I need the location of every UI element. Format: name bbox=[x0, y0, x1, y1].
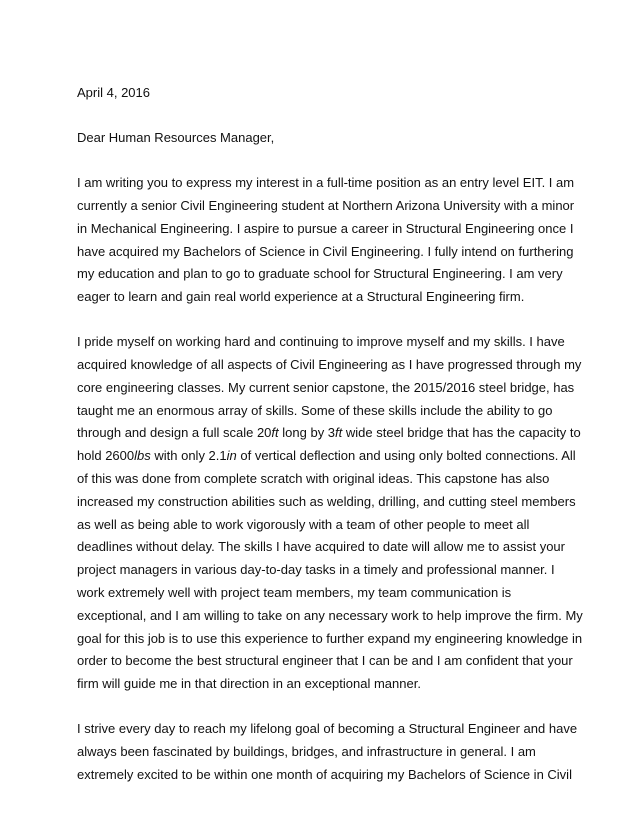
line-segment: with only 2.1 bbox=[150, 448, 227, 464]
paragraph-line: project managers in various day-to-day tasks in a timely and professional manner. I bbox=[77, 562, 555, 578]
paragraph-line: acquired knowledge of all aspects of Civil Engineering as I have progressed through my bbox=[77, 357, 582, 373]
line-segment: hold 2600 bbox=[77, 448, 135, 464]
paragraph-line: firm will guide me in that direction in an exceptional manner. bbox=[77, 676, 421, 692]
unit-pounds: lbs bbox=[134, 448, 151, 464]
paragraph-line: I strive every day to reach my lifelong goal of becoming a Structural Engineer and have bbox=[77, 721, 578, 737]
paragraph-line: exceptional, and I am willing to take on any necessary work to help improve the firm. My bbox=[77, 607, 583, 623]
line-segment: of vertical deflection and using only bolted connections. All bbox=[236, 448, 576, 464]
paragraph-line: increased my construction abilities such as welding, drilling, and cutting steel members bbox=[77, 493, 576, 509]
paragraph-line bbox=[77, 422, 581, 445]
line-segment: long by 3 bbox=[278, 425, 336, 441]
paragraph-line: have acquired my Bachelors of Science in Civil Engineering. I fully intend on furthering bbox=[77, 243, 574, 259]
paragraph-line: my education and plan to go to graduate school for Structural Engineering. I am very bbox=[77, 266, 563, 282]
paragraph-line: always been fascinated by buildings, bridges, and infrastructure in general. I am bbox=[77, 744, 536, 760]
paragraph-line bbox=[77, 445, 576, 468]
paragraph-goals bbox=[77, 718, 578, 786]
unit-feet: ft bbox=[335, 425, 343, 441]
letter-date: April 4, 2016 bbox=[77, 85, 150, 100]
paragraph-line: work extremely well with project team members, my team communication is bbox=[77, 585, 512, 601]
paragraph-skills bbox=[77, 331, 583, 696]
paragraph-line: in Mechanical Engineering. I aspire to pursue a career in Structural Engineering once I bbox=[77, 220, 574, 236]
line-segment: wide steel bridge that has the capacity to bbox=[342, 425, 581, 441]
paragraph-line: of this was done from complete scratch with original ideas. This capstone has also bbox=[77, 471, 550, 487]
paragraph-line: taught me an enormous array of skills. Some of these skills include the ability to go bbox=[77, 402, 553, 418]
paragraph-line: as well as being able to work vigorously with a team of other people to meet all bbox=[77, 516, 530, 532]
letter-salutation: Dear Human Resources Manager, bbox=[77, 130, 275, 146]
paragraph-line: goal for this job is to use this experience to further expand my engineering knowledge in bbox=[77, 630, 583, 646]
unit-inches: in bbox=[226, 448, 237, 464]
paragraph-line: extremely excited to be within one month of acquiring my Bachelors of Science in Civil bbox=[77, 766, 572, 782]
paragraph-line: currently a senior Civil Engineering student at Northern Arizona University with a minor bbox=[77, 197, 575, 213]
paragraph-line: I am writing you to express my interest in a full-time position as an entry level EIT. I am bbox=[77, 175, 575, 191]
paragraph-line: deadlines without delay. The skills I have acquired to date will allow me to assist your bbox=[77, 539, 565, 555]
paragraph-line: eager to learn and gain real world experience at a Structural Engineering firm. bbox=[77, 289, 525, 305]
line-segment: through and design a full scale 20 bbox=[77, 425, 272, 441]
unit-feet: ft bbox=[271, 425, 279, 441]
paragraph-intro bbox=[77, 172, 575, 309]
paragraph-line: core engineering classes. My current senior capstone, the 2015/2016 steel bridge, has bbox=[77, 379, 575, 395]
paragraph-line: I pride myself on working hard and continuing to improve myself and my skills. I have bbox=[77, 334, 565, 350]
paragraph-line: order to become the best structural engineer that I can be and I am confident that your bbox=[77, 653, 573, 669]
letter-body bbox=[77, 82, 583, 809]
